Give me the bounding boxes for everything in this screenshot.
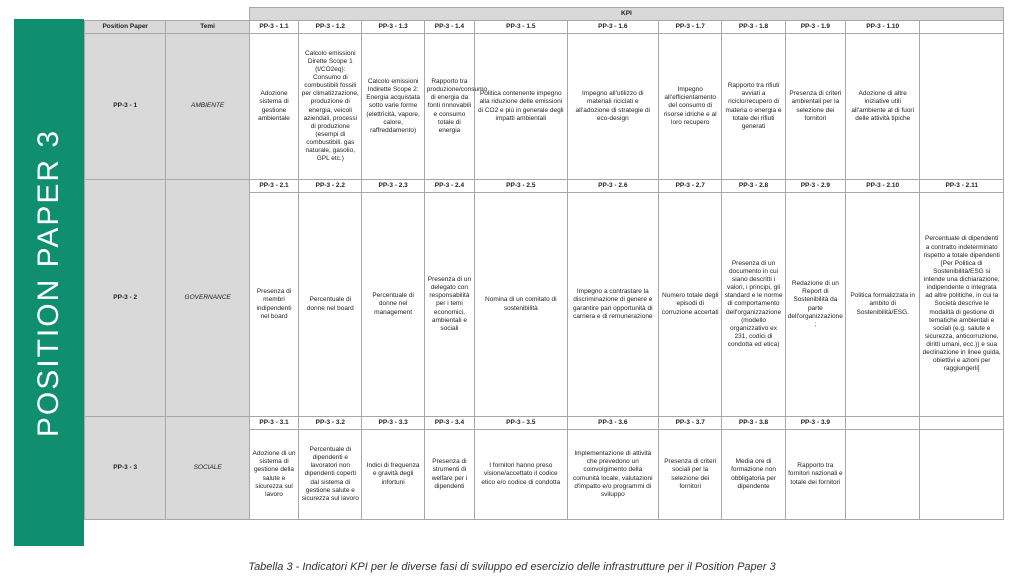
side-title: POSITION PAPER 3 xyxy=(32,128,65,437)
kpi-code: PP-3 - 1.8 xyxy=(722,21,785,34)
kpi-code: PP-3 - 3.3 xyxy=(362,417,424,430)
side-banner xyxy=(14,19,84,546)
kpi-code: PP-3 - 3.9 xyxy=(785,417,845,430)
kpi-text: Rapporto tra produzione/consumo di energia da fonti rinnovabili e consumo totale di energia xyxy=(424,34,474,180)
header-temi: Temi xyxy=(166,21,249,34)
kpi-code: PP-3 - 1.5 xyxy=(475,21,568,34)
kpi-code: PP-3 - 1.3 xyxy=(362,21,424,34)
kpi-text xyxy=(920,34,1004,180)
kpi-code: PP-3 - 3.1 xyxy=(249,417,298,430)
kpi-code: PP-3 - 2.11 xyxy=(920,180,1004,193)
kpi-code: PP-3 - 3.2 xyxy=(299,417,362,430)
tema-cell: GOVERNANCE xyxy=(166,180,249,417)
kpi-code: PP-3 - 1.4 xyxy=(424,21,474,34)
kpi-code: PP-3 - 2.6 xyxy=(567,180,658,193)
kpi-code: PP-3 - 3.5 xyxy=(475,417,568,430)
kpi-text: Impegno a contrastare la discriminazione di genere e garantire pari opportunità di carriera e di remunerazione xyxy=(567,193,658,417)
kpi-code: PP-3 - 1.7 xyxy=(659,21,722,34)
kpi-text: Presenza di criteri sociali per la selezione dei fornitori xyxy=(659,430,722,520)
kpi-text: Adozione di altre iniziative utili all'ambiente al di fuori delle attività tipiche xyxy=(846,34,920,180)
kpi-code: PP-3 - 2.9 xyxy=(785,180,845,193)
kpi-code: PP-3 - 1.1 xyxy=(249,21,298,34)
kpi-code: PP-3 - 2.2 xyxy=(299,180,362,193)
kpi-text xyxy=(920,430,1004,520)
kpi-text: Adozione sistema di gestione ambientale xyxy=(249,34,298,180)
kpi-code xyxy=(920,417,1004,430)
kpi-header: KPI xyxy=(249,8,1003,21)
kpi-code: PP-3 - 2.5 xyxy=(475,180,568,193)
kpi-text: Nomina di un comitato di sostenibilità xyxy=(475,193,568,417)
kpi-code: PP-3 - 1.9 xyxy=(785,21,845,34)
kpi-code: PP-3 - 2.7 xyxy=(659,180,722,193)
kpi-code: PP-3 - 2.8 xyxy=(722,180,785,193)
kpi-text: Presenza di strumenti di welfare per i dipendenti xyxy=(424,430,474,520)
kpi-text: I fornitori hanno preso visione/accettato il codice etico e/o codice di condotta xyxy=(475,430,568,520)
kpi-code: PP-3 - 1.10 xyxy=(846,21,920,34)
kpi-code xyxy=(846,417,920,430)
kpi-text: Numero totale degli episodi di corruzione accertati xyxy=(659,193,722,417)
kpi-text: Impegno all'efficientamento del consumo di risorse idriche e al loro recupero xyxy=(659,34,722,180)
kpi-text: Calcolo emissioni Dirette Scope 1 (t/CO2eq): Consumo di combustibili fossili per climatizzazione, produzione di energia, veicoli aziendali, processi di produzione (esempi di combustibili. gas naturale, gasolio, GPL etc.) xyxy=(299,34,362,180)
kpi-text: Presenza di un delegato con responsabilità per i temi economici, ambientali e sociali xyxy=(424,193,474,417)
kpi-text: Redazione di un Report di Sostenibilità da parte dell'organizzazione ; xyxy=(785,193,845,417)
kpi-text: Rapporto tra rifiuti avviati a riciclo/recupero di materia o energia e totale dei rifiuti generati xyxy=(722,34,785,180)
kpi-text: Presenza di membri indipendenti nel board xyxy=(249,193,298,417)
kpi-text: Politica contenente impegno alla riduzione delle emissioni di CO2 e più in generale degli impatti ambientali xyxy=(475,34,568,180)
position-paper-cell: PP-3 - 1 xyxy=(85,34,166,180)
kpi-code: PP-3 - 2.4 xyxy=(424,180,474,193)
position-paper-cell: PP-3 - 2 xyxy=(85,180,166,417)
kpi-code: PP-3 - 3.7 xyxy=(659,417,722,430)
kpi-text: Percentuale di donne nel management xyxy=(362,193,424,417)
header-position-paper: Position Paper xyxy=(85,21,166,34)
kpi-text: Implementazione di attività che prevedono un coinvolgimento della comunità locale, valutazioni d'impatto e/o programmi di sviluppo xyxy=(567,430,658,520)
table-caption: Tabella 3 - Indicatori KPI per le diverse fasi di sviluppo ed esercizio delle infrastrutture per il Position Paper 3 xyxy=(248,561,776,573)
kpi-text xyxy=(846,430,920,520)
kpi-text: Impegno all'utilizzo di materiali riciclati e all'adozione di strategie di eco-design xyxy=(567,34,658,180)
kpi-text: Percentuale di donne nel board xyxy=(299,193,362,417)
tema-cell: AMBIENTE xyxy=(166,34,249,180)
kpi-code: PP-3 - 2.10 xyxy=(846,180,920,193)
kpi-text: Politica formalizzata in ambito di Sostenibilità/ESG. xyxy=(846,193,920,417)
position-paper-cell: PP-3 - 3 xyxy=(85,417,166,520)
corner-blank xyxy=(85,8,250,21)
kpi-table xyxy=(84,7,1004,520)
kpi-code: PP-3 - 1.6 xyxy=(567,21,658,34)
kpi-text: Presenza di un documento in cui siano descritti i valori, i principi, gli standard e le norme di comportamento dell'organizzazione (modello organizzativo ex 231, codici di condotta ed etica) xyxy=(722,193,785,417)
kpi-text: Indici di frequenza e gravità degli infortuni xyxy=(362,430,424,520)
kpi-text: Calcolo emissioni Indirette Scope 2: Energia acquistata sotto varie forme (elettricità, vapore, calore, raffreddamento) xyxy=(362,34,424,180)
kpi-code: PP-3 - 3.4 xyxy=(424,417,474,430)
kpi-code: PP-3 - 2.1 xyxy=(249,180,298,193)
kpi-text: Percentuale di dipendenti a contratto indeterminato rispetto a totale dipendenti [Per Politica di Sostenibilità/ESG si intende una dichiarazione, indipendente o integrata ad altre politiche, in cui la Società descrive le modalità di gestione di tematiche ambientali e sociali (e.g. salute e sicurezza, anticorruzione, diritti umani, ecc.)) e sua declinazione in linee guida, obiettivi e azioni per raggiungerli] xyxy=(920,193,1004,417)
kpi-text: Media ore di formazione non obbligatoria per dipendente xyxy=(722,430,785,520)
kpi-code: PP-3 - 3.6 xyxy=(567,417,658,430)
kpi-code xyxy=(920,21,1004,34)
kpi-text: Percentuale di dipendenti e lavoratori non dipendenti coperti dal sistema di gestione salute e sicurezza sul lavoro xyxy=(299,430,362,520)
kpi-text: Rapporto tra fornitori nazionali e totale dei fornitori xyxy=(785,430,845,520)
kpi-text: Adozione di un sistema di gestione della salute e sicurezza sul lavoro xyxy=(249,430,298,520)
kpi-code: PP-3 - 1.2 xyxy=(299,21,362,34)
kpi-code: PP-3 - 3.8 xyxy=(722,417,785,430)
kpi-code: PP-3 - 2.3 xyxy=(362,180,424,193)
kpi-text: Presenza di criteri ambientali per la selezione dei fornitori xyxy=(785,34,845,180)
tema-cell: SOCIALE xyxy=(166,417,249,520)
